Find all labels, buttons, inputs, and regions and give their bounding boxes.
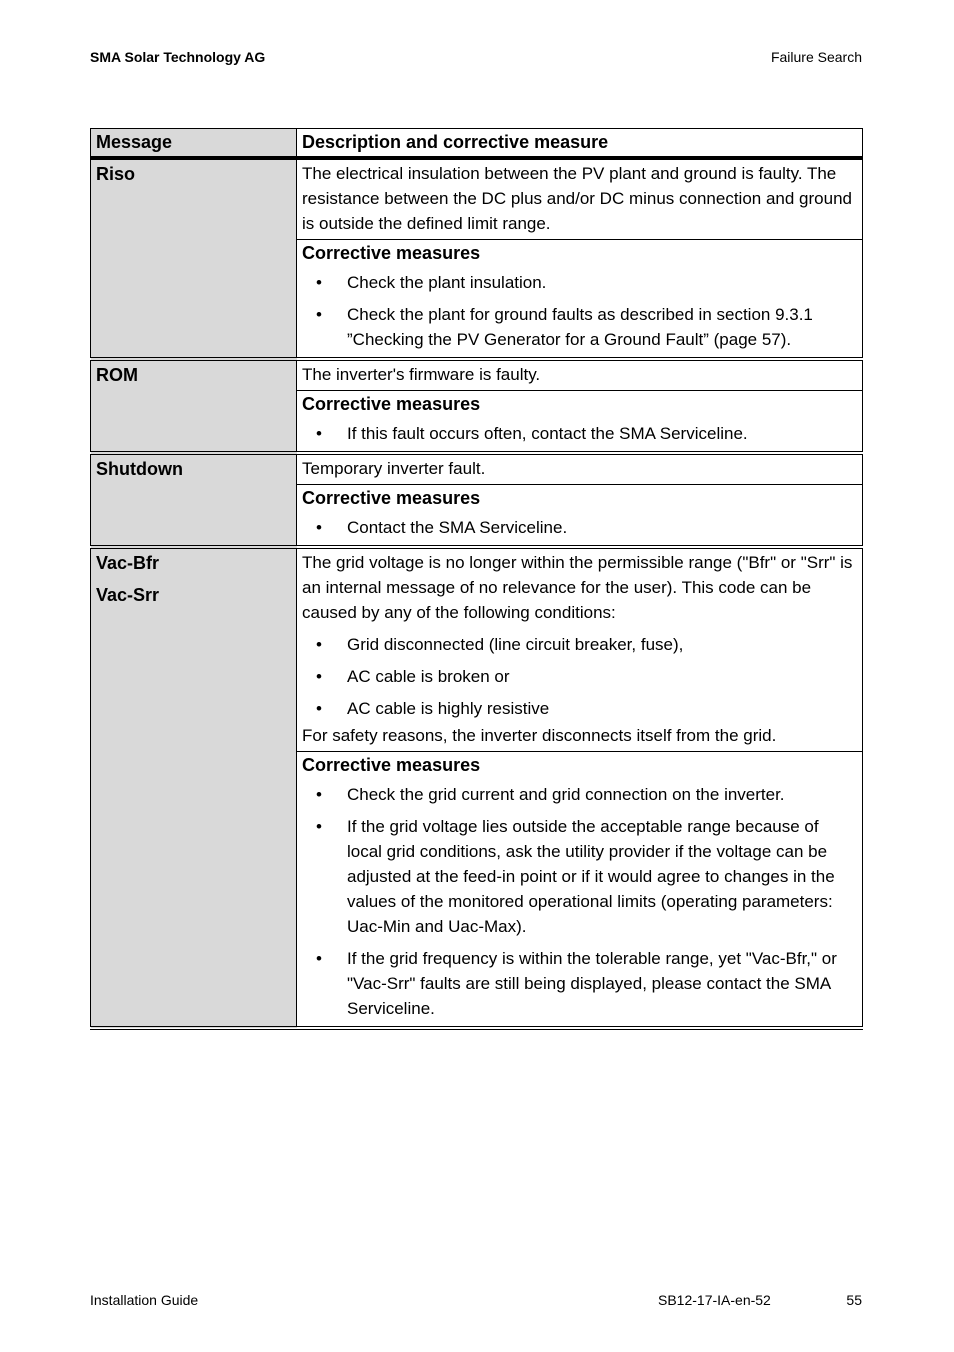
message-code: Riso bbox=[96, 164, 136, 184]
list-item: • Grid disconnected (line circuit breaker, fuse), bbox=[302, 632, 857, 657]
measures-cell bbox=[297, 391, 863, 454]
list-item: • AC cable is broken or bbox=[302, 664, 857, 689]
message-code: ROM bbox=[96, 365, 138, 385]
table-header-row bbox=[91, 129, 863, 159]
description-text: The electrical insulation between the PV plant and ground is faulty. The resistance between the DC plus and/or DC minus connection and ground is outside the defined limit range. bbox=[302, 164, 852, 233]
corrective-measures-title: Corrective measures bbox=[302, 488, 481, 508]
list-item: • Contact the SMA Serviceline. bbox=[302, 515, 857, 540]
list-item: • Check the plant for ground faults as described in section 9.3.1 ”Checking the PV Generator for a Ground Fault” (page 57). bbox=[302, 302, 857, 352]
description-text: The inverter's firmware is faulty. bbox=[302, 365, 541, 384]
measures-cell bbox=[297, 240, 863, 360]
description-text: The grid voltage is no longer within the permissible range ("Bfr" or "Srr" is an internal message of no relevance for the user). This code can be caused by any of the following conditions: bbox=[302, 553, 853, 622]
table-row bbox=[91, 158, 863, 240]
list-item: • AC cable is highly resistive bbox=[302, 696, 857, 721]
corrective-measures-title: Corrective measures bbox=[302, 394, 481, 414]
measures-list bbox=[302, 782, 857, 1021]
message-cell bbox=[91, 359, 297, 453]
footer-doc-type: Installation Guide bbox=[90, 1292, 199, 1308]
description-text: Temporary inverter fault. bbox=[302, 459, 486, 478]
message-cell bbox=[91, 453, 297, 547]
description-cell bbox=[297, 453, 863, 485]
measures-list bbox=[302, 515, 857, 540]
measures-cell bbox=[297, 752, 863, 1029]
conditions-list bbox=[302, 632, 857, 721]
message-cell bbox=[91, 158, 297, 359]
corrective-measures-title: Corrective measures bbox=[302, 755, 481, 775]
footer-page-number: 55 bbox=[846, 1292, 862, 1308]
table-row bbox=[91, 359, 863, 391]
footer-doc-code: SB12-17-IA-en-52 bbox=[658, 1292, 771, 1308]
header-company: SMA Solar Technology AG bbox=[90, 49, 266, 65]
message-cell bbox=[91, 547, 297, 1028]
list-item: • Check the grid current and grid connection on the inverter. bbox=[302, 782, 857, 807]
table-row bbox=[91, 453, 863, 485]
measures-list bbox=[302, 270, 857, 352]
measures-cell bbox=[297, 485, 863, 548]
description-after-text: For safety reasons, the inverter disconnects itself from the grid. bbox=[302, 726, 777, 745]
message-code: Vac-Srr bbox=[96, 585, 160, 605]
message-code: Vac-Bfr bbox=[96, 553, 160, 573]
description-cell bbox=[297, 547, 863, 752]
description-cell bbox=[297, 158, 863, 240]
list-item: • If this fault occurs often, contact the SMA Serviceline. bbox=[302, 421, 857, 446]
corrective-measures-title: Corrective measures bbox=[302, 243, 481, 263]
header-section: Failure Search bbox=[770, 49, 862, 65]
description-cell bbox=[297, 359, 863, 391]
failure-table bbox=[90, 128, 863, 1030]
list-item: • Check the plant insulation. bbox=[302, 270, 857, 295]
message-code: Shutdown bbox=[96, 459, 183, 479]
list-item: • If the grid voltage lies outside the acceptable range because of local grid conditions, ask the utility provider if the voltage can be adjusted at the feed-in point or if it would agree to changes in the values of the monitored operational limits (operating parameters: Uac-Min and Uac-Max). bbox=[302, 814, 857, 939]
table-row bbox=[91, 547, 863, 752]
measures-list bbox=[302, 421, 857, 446]
list-item: • If the grid frequency is within the tolerable range, yet "Vac-Bfr," or "Vac-Srr" faults are still being displayed, please contact the SMA Serviceline. bbox=[302, 946, 857, 1021]
col-header-description: Description and corrective measure bbox=[297, 129, 863, 159]
col-header-message: Message bbox=[91, 129, 297, 159]
